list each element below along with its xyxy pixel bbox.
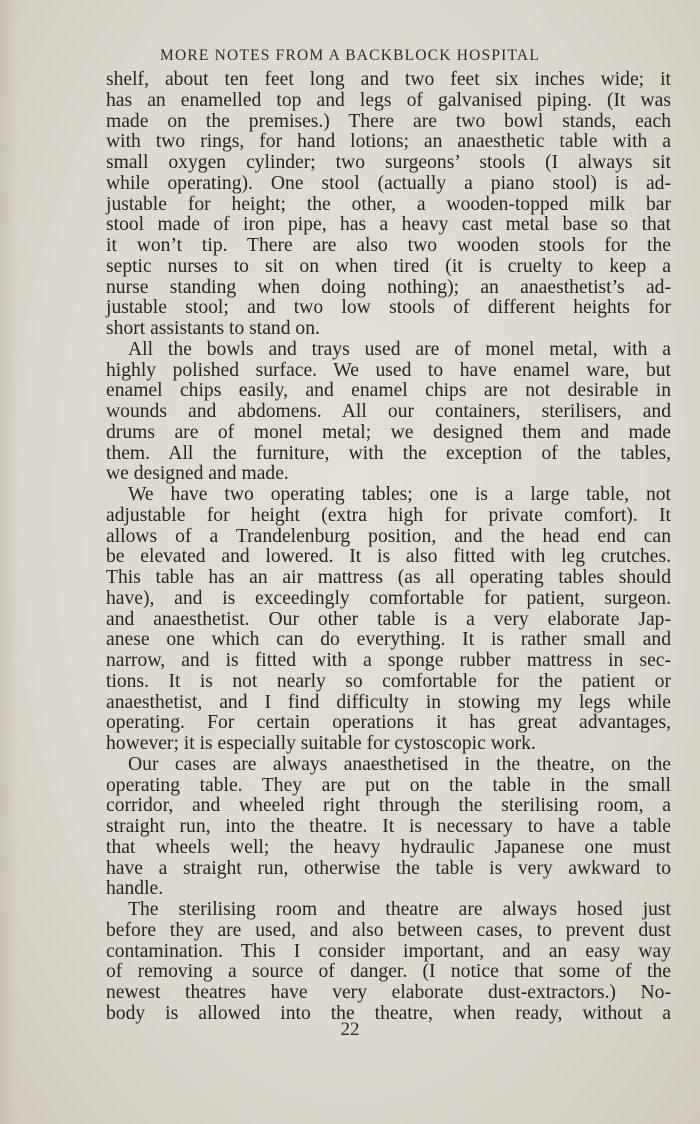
text-line: wounds and abdomens. All our containers, sterilisers, and [106, 401, 671, 422]
text-line: drums are of monel metal; we designed them and made [106, 421, 671, 443]
body-text [106, 70, 671, 1025]
text-line: made on the premises.) There are two bowl stands, each [106, 110, 671, 132]
text-line: allows of a Trandelenburg position, and the head end can [106, 525, 671, 547]
text-line: of removing a source of danger. (I notice that some of the [106, 961, 671, 983]
text-line: with two rings, for hand lotions; an anaesthetic table with a [106, 131, 671, 153]
text-line: handle. [106, 878, 164, 900]
text-line: body is allowed into the theatre, when ready, without a [106, 1002, 671, 1024]
text-line: This table has an air mattress (as all operating tables should [106, 567, 671, 588]
text-line: however; it is especially suitable for cystoscopic work. [106, 733, 536, 754]
text-line: short assistants to stand on. [106, 318, 320, 339]
page-number: 22 [340, 1019, 360, 1040]
text-line: while operating). One stool (actually a piano stool) is ad- [106, 172, 671, 194]
paragraph-start: We have two operating tables; one is a large table, not [128, 484, 671, 505]
text-line: we designed and made. [106, 463, 289, 485]
text-line: be elevated and lowered. It is also fitted with leg crutches. [106, 546, 671, 568]
paragraph-start: All the bowls and trays used are of monel metal, with a [128, 338, 671, 360]
running-title: MORE NOTES FROM A BACKBLOCK HOSPITAL [160, 47, 540, 64]
text-line: anese one which can do everything. It is rather small and [106, 629, 671, 651]
text-line: stool made of iron pipe, has a heavy cast metal base so that [106, 214, 671, 236]
text-line: shelf, about ten feet long and two feet six inches wide; it [106, 69, 671, 90]
text-line: justable for height; the other, a wooden-topped milk bar [106, 193, 671, 215]
text-line: anaesthetist, and I find difficulty in stowing my legs while [106, 691, 671, 713]
text-line: has an enamelled top and legs of galvanised piping. (It was [106, 89, 671, 111]
text-line: adjustable for height (extra high for private comfort). It [106, 504, 671, 526]
text-line: narrow, and is fitted with a sponge rubber mattress in sec- [106, 650, 671, 671]
text-line: corridor, and wheeled right through the sterilising room, a [106, 795, 671, 817]
text-line: have a straight run, otherwise the table is very awkward to [106, 857, 671, 879]
text-line: straight run, into the theatre. It is necessary to have a table [106, 816, 671, 837]
text-line: before they are used, and also between cases, to prevent dust [106, 919, 671, 941]
text-line: contamination. This I consider important, and an easy way [106, 940, 671, 962]
paragraph-start: Our cases are always anaesthetised in the theatre, on the [128, 753, 671, 775]
text-line: highly polished surface. We used to have enamel ware, but [106, 359, 671, 381]
text-line: tions. It is not nearly so comfortable for the patient or [106, 670, 671, 692]
text-line: septic nurses to sit on when tired (it is cruelty to keep a [106, 255, 671, 277]
text-line: them. All the furniture, with the exception of the tables, [106, 442, 671, 464]
text-line: it won’t tip. There are also two wooden stools for the [106, 235, 671, 256]
text-line: enamel chips easily, and enamel chips are not desirable in [106, 380, 671, 402]
text-line: have), and is exceedingly comfortable for patient, surgeon. [106, 587, 671, 609]
page-edge-shadow [0, 0, 18, 1124]
text-line: justable stool; and two low stools of different heights for [106, 297, 671, 319]
text-line: operating. For certain operations it has great advantages, [106, 712, 671, 734]
text-line: and anaesthetist. Our other table is a very elaborate Jap- [106, 608, 671, 630]
text-line: nurse standing when doing nothing); an anaesthetist’s ad- [106, 276, 671, 298]
text-line: small oxygen cylinder; two surgeons’ stools (I always sit [106, 152, 671, 173]
text-line: that wheels well; the heavy hydraulic Japanese one must [106, 836, 671, 858]
paragraph-start: The sterilising room and theatre are always hosed just [128, 899, 671, 920]
text-line: newest theatres have very elaborate dust-extractors.) No- [106, 982, 671, 1003]
text-line: operating table. They are put on the table in the small [106, 774, 671, 796]
